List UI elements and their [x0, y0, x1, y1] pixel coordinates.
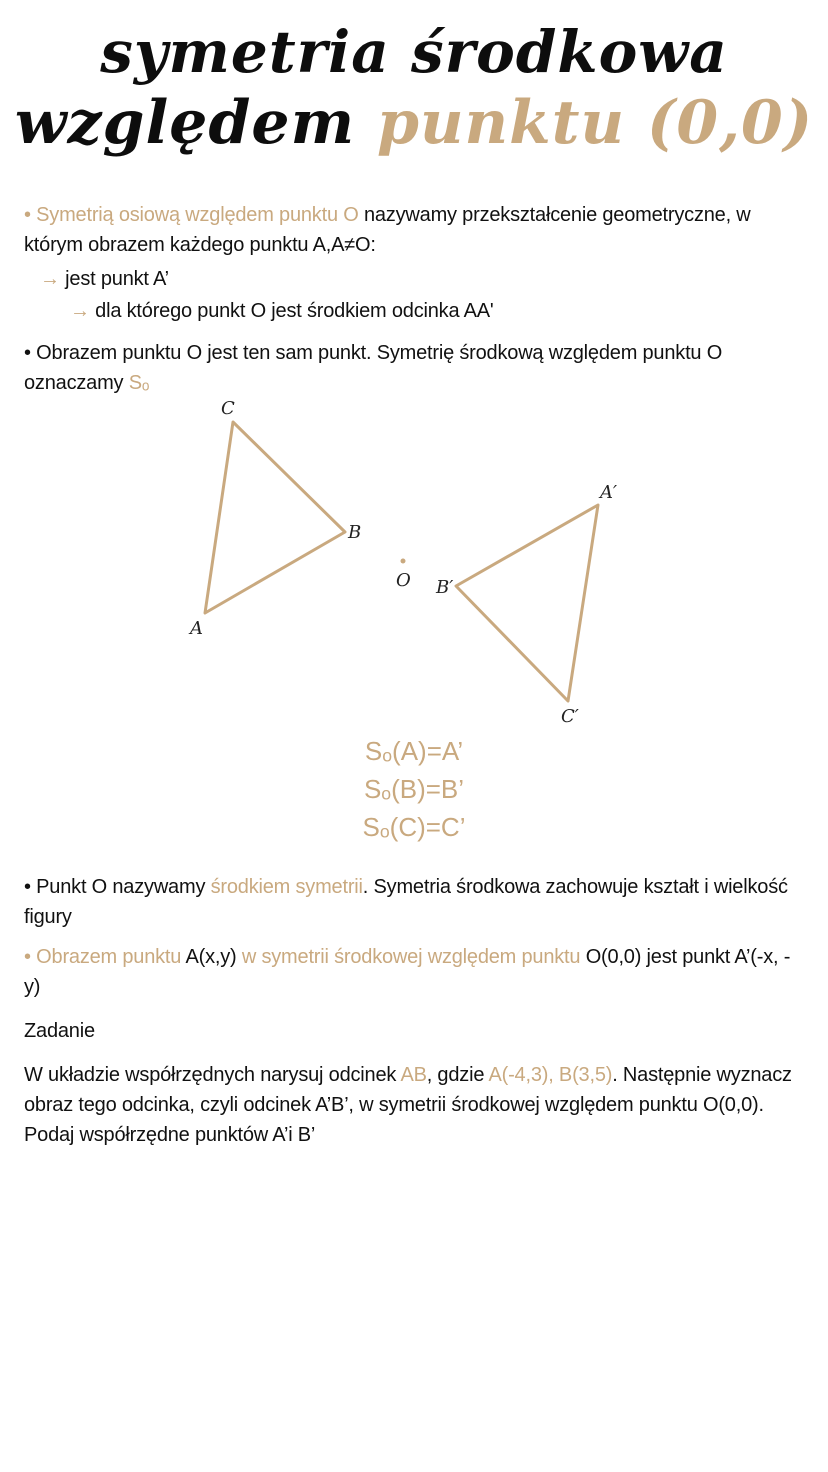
label-c: C: [221, 398, 235, 419]
definition-text: nazywamy przekształcenie geometryczne, w którym obrazem każdego punktu A,A≠O:: [24, 204, 751, 256]
label-a-prime: A′: [600, 482, 618, 503]
task-text: [24, 1060, 804, 1150]
triangle-abc: [205, 422, 345, 613]
note-center-of-symmetry: [24, 872, 804, 932]
task-part-3: . Następnie wyznacz obraz tego odcinka, czyli odcinek A’B’, w symetrii środkowej względem punktu O(0,0). Podaj współrzędne punktów A’i B’: [24, 1064, 792, 1146]
title-line-1: symetria środkowa: [100, 18, 728, 86]
symmetry-symbol: Sₒ: [128, 372, 150, 394]
note2-dark-1: A(x,y): [185, 946, 237, 968]
equation-c: Sₒ(C)=C’: [362, 812, 466, 842]
definition-sub-text-1: jest punkt A’: [65, 268, 169, 290]
note1-term: środkiem symetrii: [210, 876, 363, 898]
task-part-1: W układzie współrzędnych narysuj odcinek: [24, 1064, 401, 1086]
label-b-prime: B′: [436, 577, 454, 598]
equation-a: Sₒ(A)=A’: [364, 736, 464, 766]
equation-b: Sₒ(B)=B’: [363, 774, 465, 804]
task-segment-ab: AB: [400, 1064, 427, 1086]
definition-term: • Symetrią osiową względem punktu O: [24, 204, 359, 226]
note2-tan-1: • Obrazem punktu: [24, 946, 186, 968]
definition-bullet-2-text: • Obrazem punktu O jest ten sam punkt. Symetrię środkową względem punktu O oznaczamy: [24, 342, 723, 394]
title-word-wzgledem: względem: [14, 88, 356, 158]
label-a: A: [190, 618, 203, 639]
title-word-punktu: punktu (0,0): [376, 88, 814, 158]
arrow-icon: →: [70, 300, 90, 322]
note1-start: • Punkt O nazywamy: [24, 876, 211, 898]
note-image-rule: [24, 942, 804, 1002]
triangle-a1b1c1: [456, 505, 598, 701]
label-c-prime: C′: [561, 706, 579, 727]
note1-end: . Symetria środkowa zachowuje kształt i wielkość figury: [24, 876, 788, 928]
note2-tan-2: w symetrii środkowej względem punktu: [236, 946, 586, 968]
note2-dark-2: O(0,0) jest punkt A’(-x, -y): [24, 946, 791, 998]
task-coordinates: A(-4,3), B(3,5): [488, 1064, 613, 1086]
label-o: O: [396, 570, 411, 591]
arrow-icon: →: [40, 268, 60, 290]
label-b: B: [348, 522, 362, 543]
task-part-2: , gdzie: [426, 1064, 489, 1086]
definition-sub-text-2: dla którego punkt O jest środkiem odcinka AA': [95, 300, 494, 322]
center-point-o: [401, 559, 406, 564]
task-heading: Zadanie: [24, 1020, 95, 1042]
